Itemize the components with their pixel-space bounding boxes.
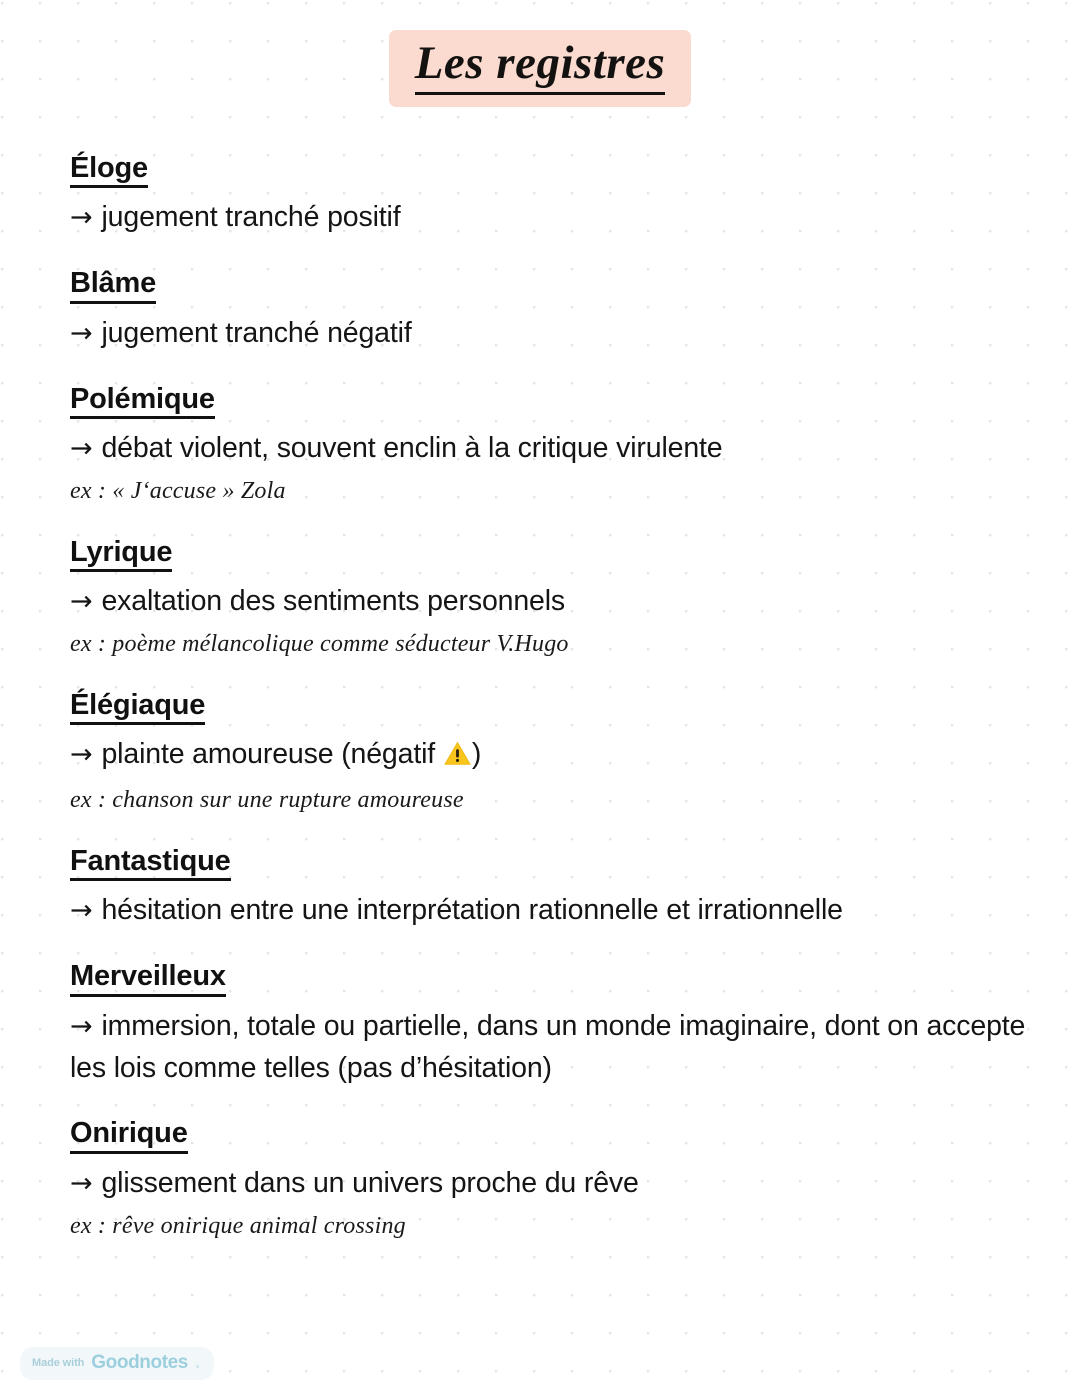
entry-definition-text-before: plainte amoureuse (négatif [101, 738, 443, 771]
watermark-made-with-label: Made with [32, 1357, 85, 1369]
entry-example: ex : poème mélancolique comme séducteur V.Hugo [70, 631, 569, 658]
entry-definition-text: débat violent, souvent enclin à la critique virulente [101, 432, 723, 465]
arrow-icon: → [70, 433, 93, 465]
page-title [0, 30, 1080, 107]
entry-definition [70, 581, 1030, 623]
registers-list [70, 152, 1030, 1270]
entry-heading: Éloge [70, 152, 148, 188]
title-text: Les registres [415, 39, 666, 95]
entry-definition [70, 734, 1030, 779]
entry-definition-text: jugement tranché négatif [101, 316, 412, 349]
arrow-icon: → [70, 739, 93, 771]
entry-definition-text: jugement tranché positif [101, 201, 401, 234]
entry-definition-text: hésitation entre une interprétation rationnelle et irrationnelle [101, 894, 843, 927]
list-item-merveilleux [70, 960, 1030, 1089]
entry-definition [70, 1163, 1030, 1205]
entry-heading: Blâme [70, 267, 156, 303]
arrow-icon: → [70, 586, 93, 618]
entry-definition [70, 197, 1030, 239]
list-item-fantastique [70, 845, 1030, 932]
entry-definition [70, 313, 1030, 355]
entry-example: ex : « J‘accuse » Zola [70, 478, 286, 505]
arrow-icon: → [70, 317, 93, 349]
warning-triangle-icon [444, 737, 471, 779]
arrow-icon: → [70, 202, 93, 234]
entry-heading: Polémique [70, 383, 215, 419]
watermark-dot: . [194, 1352, 201, 1373]
entry-heading: Fantastique [70, 845, 231, 881]
title-highlight-box [389, 30, 692, 107]
list-item-polemique [70, 383, 1030, 508]
list-item-onirique [70, 1117, 1030, 1242]
list-item-eloge [70, 152, 1030, 239]
entry-heading: Élégiaque [70, 689, 205, 725]
list-item-lyrique [70, 536, 1030, 661]
list-item-blame [70, 267, 1030, 354]
goodnotes-watermark [20, 1347, 214, 1380]
entry-definition-text-after: ) [471, 738, 482, 771]
entry-definition-text: exaltation des sentiments personnels [101, 585, 566, 618]
entry-definition-text: glissement dans un univers proche du rêve [101, 1166, 639, 1199]
entry-definition [70, 428, 1030, 470]
entry-example: ex : chanson sur une rupture amoureuse [70, 787, 464, 814]
entry-definition [70, 1006, 1030, 1090]
entry-example: ex : rêve onirique animal crossing [70, 1212, 406, 1239]
watermark-brand-label: Goodnotes [91, 1352, 188, 1373]
list-item-elegiaque [70, 689, 1030, 817]
entry-heading: Lyrique [70, 536, 172, 572]
arrow-icon: → [70, 1010, 93, 1042]
entry-definition [70, 890, 1030, 932]
entry-definition-text: immersion, totale ou partielle, dans un monde imaginaire, dont on accepte les lois comme telles (pas d’hésitation) [70, 1009, 1026, 1084]
arrow-icon: → [70, 1167, 93, 1199]
entry-heading: Merveilleux [70, 960, 226, 996]
arrow-icon: → [70, 895, 93, 927]
entry-heading: Onirique [70, 1117, 188, 1153]
